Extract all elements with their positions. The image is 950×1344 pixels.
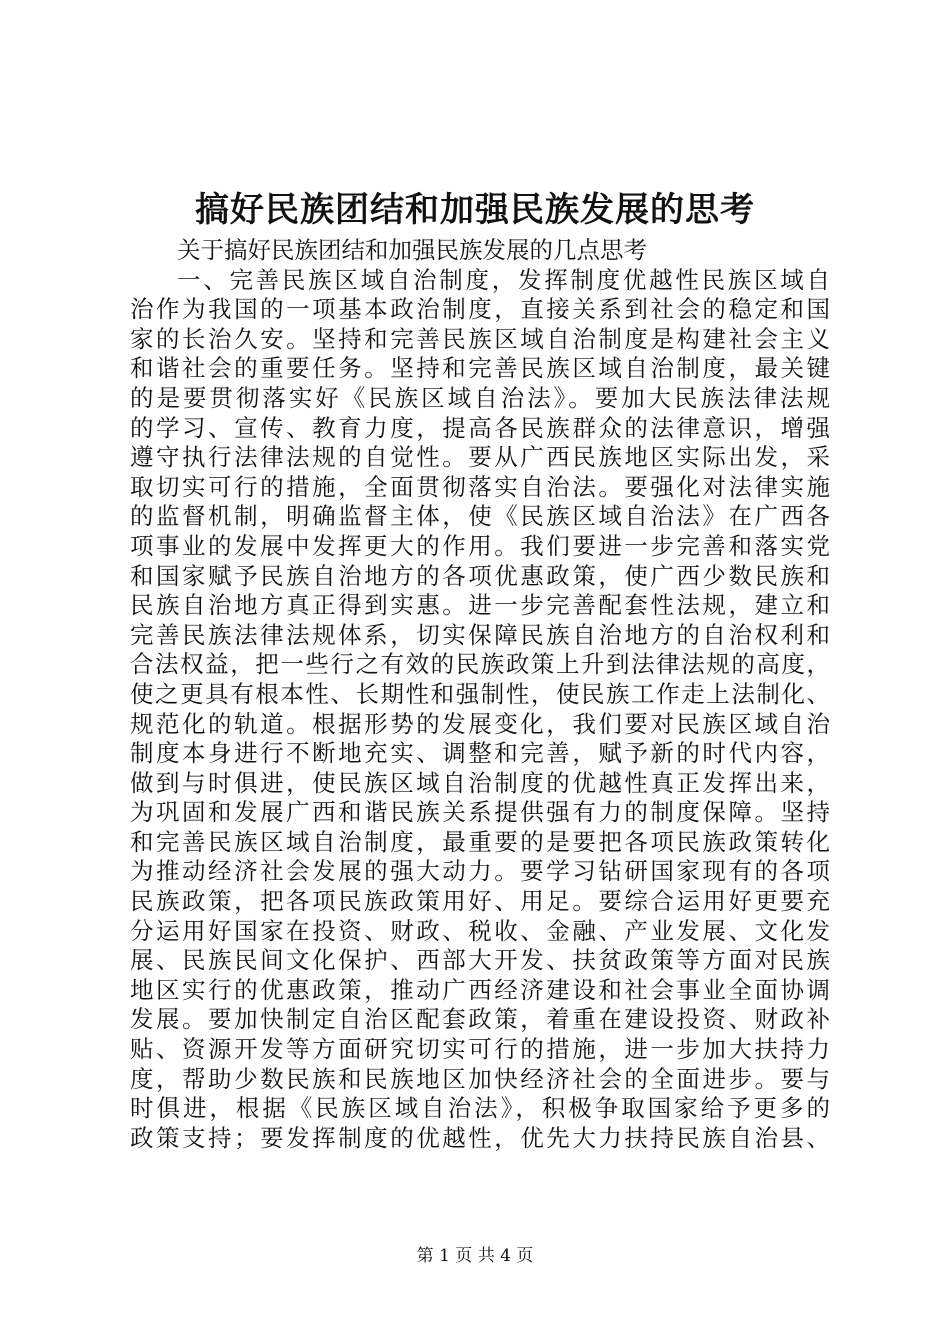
paragraph-line: 的监督机制，明确监督主体，使《民族区域自治法》在广西各 [130, 502, 830, 531]
paragraph-line: 为推动经济社会发展的强大动力。要学习钻研国家现有的各项 [130, 857, 830, 886]
paragraph-line: 分运用好国家在投资、财政、税收、金融、产业发展、文化发 [130, 916, 830, 945]
paragraph-line: 规范化的轨道。根据形势的发展变化，我们要对民族区域自治 [130, 709, 830, 738]
paragraph-line: 做到与时俱进，使民族区域自治制度的优越性真正发挥出来， [130, 768, 830, 797]
paragraph-line: 遵守执行法律法规的自觉性。要从广西民族地区实际出发，采 [130, 443, 830, 472]
paragraph-line: 一、完善民族区域自治制度，发挥制度优越性民族区域自 [177, 265, 830, 294]
page-number-footer: 第 1 页 共 4 页 [416, 1246, 534, 1266]
paragraph-line: 政策支持；要发挥制度的优越性，优先大力扶持民族自治县、 [130, 1123, 830, 1152]
paragraph-line: 的是要贯彻落实好《民族区域自治法》。要加大民族法律法规 [130, 383, 830, 412]
paragraph-line: 地区实行的优惠政策，推动广西经济建设和社会事业全面协调 [130, 975, 830, 1004]
paragraph-line: 合法权益，把一些行之有效的民族政策上升到法律法规的高度， [130, 650, 830, 679]
paragraph-line: 取切实可行的措施，全面贯彻落实自治法。要强化对法律实施 [130, 472, 830, 501]
paragraph-line: 贴、资源开发等方面研究切实可行的措施，进一步加大扶持力 [130, 1035, 830, 1064]
paragraph-line: 度，帮助少数民族和民族地区加快经济社会的全面进步。要与 [130, 1064, 830, 1093]
paragraph-line: 民族政策，把各项民族政策用好、用足。要综合运用好更要充 [130, 887, 830, 916]
paragraph-line: 时俱进，根据《民族区域自治法》，积极争取国家给予更多的 [130, 1094, 830, 1123]
paragraph-line: 项事业的发展中发挥更大的作用。我们要进一步完善和落实党 [130, 531, 830, 560]
paragraph-line: 发展。要加快制定自治区配套政策，着重在建设投资、财政补 [130, 1005, 830, 1034]
subtitle-line: 关于搞好民族团结和加强民族发展的几点思考 [177, 236, 647, 264]
paragraph-line: 制度本身进行不断地充实、调整和完善，赋予新的时代内容， [130, 739, 830, 768]
paragraph-line: 完善民族法律法规体系，切实保障民族自治地方的自治权利和 [130, 620, 830, 649]
paragraph-line: 和谐社会的重要任务。坚持和完善民族区域自治制度，最关键 [130, 354, 830, 383]
paragraph-line: 和国家赋予民族自治地方的各项优惠政策，使广西少数民族和 [130, 561, 830, 590]
paragraph-line: 民族自治地方真正得到实惠。进一步完善配套性法规，建立和 [130, 591, 830, 620]
paragraph-line: 为巩固和发展广西和谐民族关系提供强有力的制度保障。坚持 [130, 798, 830, 827]
paragraph-line: 治作为我国的一项基本政治制度，直接关系到社会的稳定和国 [130, 295, 830, 324]
document-title: 搞好民族团结和加强民族发展的思考 [195, 190, 755, 230]
document-body [130, 236, 830, 1153]
paragraph-line: 使之更具有根本性、长期性和强制性，使民族工作走上法制化、 [130, 679, 830, 708]
paragraph-line: 展、民族民间文化保护、西部大开发、扶贫政策等方面对民族 [130, 946, 830, 975]
paragraph-line: 家的长治久安。坚持和完善民族区域自治制度是构建社会主义 [130, 324, 830, 353]
paragraph-line: 和完善民族区域自治制度，最重要的是要把各项民族政策转化 [130, 827, 830, 856]
paragraph-line: 的学习、宣传、教育力度，提高各民族群众的法律意识，增强 [130, 413, 830, 442]
